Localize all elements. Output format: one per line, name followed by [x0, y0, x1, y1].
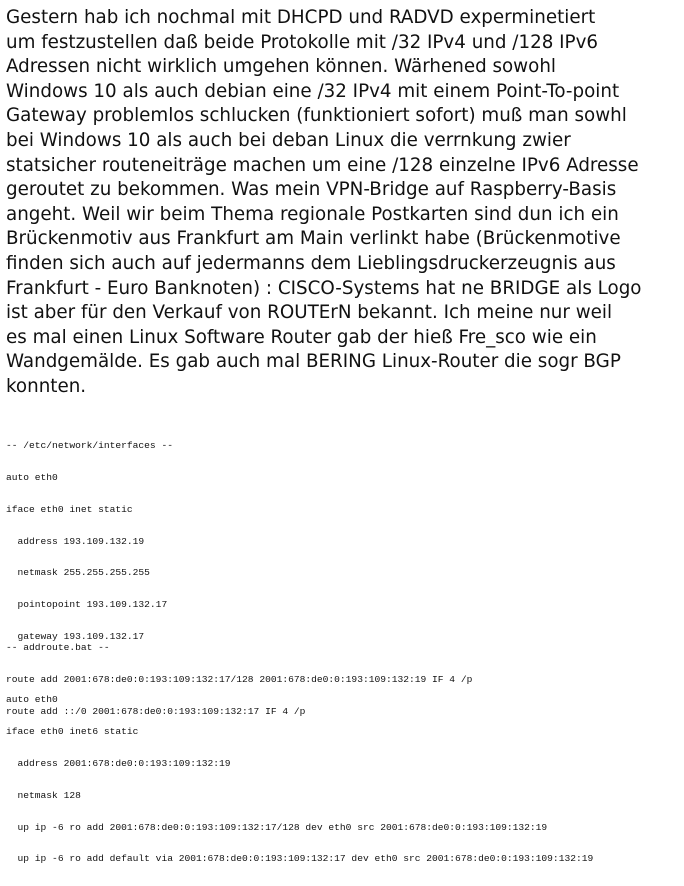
- code-line: address 2001:678:de0:0:193:109:132:19: [6, 758, 231, 769]
- paragraph-line: konnten.: [6, 375, 87, 397]
- code-line: up ip -6 ro add default via 2001:678:de0:0:193:109:132:17 dev eth0 src 2001:678:de0:0:193:109:132:19: [6, 853, 594, 865]
- paragraph-line: Windows 10 als auch debian eine /32 IPv4 mit einem Point-To-point: [6, 80, 620, 102]
- code-line: pointopoint 193.109.132.17: [6, 599, 168, 611]
- article-paragraph: [6, 6, 682, 400]
- code-line: gateway 193.109.132.17: [6, 630, 145, 642]
- paragraph-line: Brückenmotiv aus Frankfurt am Main verlinkt habe (Brückenmotive: [6, 228, 621, 250]
- code-line: address 193.109.132.19: [6, 535, 145, 547]
- code-line: iface eth0 inet6 static: [6, 726, 139, 738]
- code-line: netmask 128: [6, 789, 81, 801]
- paragraph-line: statsicher routeneiträge machen um eine /128 einzelne IPv6 Adresse: [6, 154, 639, 176]
- paragraph-line: Gestern hab ich nochmal mit DHCPD und RADVD experminetiert: [6, 7, 596, 28]
- code-line: -- addroute.bat --: [6, 642, 110, 654]
- paragraph-line: es mal einen Linux Software Router gab der hieß Fre_sco wie ein: [6, 326, 597, 348]
- addroute-script-block: [6, 622, 472, 739]
- paragraph-line: um festzustellen daß beide Protokolle mit /32 IPv4 und /128 IPv6: [6, 31, 599, 53]
- code-line: -- /etc/network/interfaces --: [6, 440, 173, 452]
- paragraph-line: bei Windows 10 als auch bei deban Linux die verrnkung zwier: [6, 129, 571, 151]
- paragraph-line: Gateway problemlos schlucken (funktioniert sofort) muß man sowhl: [6, 105, 627, 127]
- code-line: up ip -6 ro add 2001:678:de0:0:193:109:132:17/128 dev eth0 src 2001:678:de0:0:193:109:132:19: [6, 821, 548, 833]
- code-line: iface eth0 inet static: [6, 503, 133, 515]
- paragraph-line: Wandgemälde. Es gab auch mal BERING Linux-Router die sogr BGP: [6, 351, 621, 373]
- code-line: auto eth0: [6, 471, 58, 483]
- paragraph-line: finden sich auch auf jedermanns dem Lieblingsdruckerzeugnis aus: [6, 252, 616, 274]
- paragraph-line: angeht. Weil wir beim Thema regionale Postkarten sind dun ich ein: [6, 203, 619, 225]
- code-line: route add 2001:678:de0:0:193:109:132:17/128 2001:678:de0:0:193:109:132:19 IF 4 /p: [6, 673, 473, 685]
- code-line: route add ::/0 2001:678:de0:0:193:109:132:17 IF 4 /p: [6, 705, 306, 717]
- paragraph-line: Adressen nicht wirklich umgehen können. Wärhened sowohl: [6, 56, 556, 78]
- document: [6, 6, 682, 865]
- paragraph-line: ist aber für den Verkauf von ROUTErN bekannt. Ich meine nur weil: [6, 302, 613, 324]
- paragraph-line: Frankfurt - Euro Banknoten) : CISCO-Systems hat ne BRIDGE als Logo: [6, 277, 642, 299]
- paragraph-line: geroutet zu bekommen. Was mein VPN-Bridge auf Raspberry-Basis: [6, 179, 617, 201]
- code-line: netmask 255.255.255.255: [6, 567, 150, 579]
- code-line: auto eth0: [6, 694, 58, 706]
